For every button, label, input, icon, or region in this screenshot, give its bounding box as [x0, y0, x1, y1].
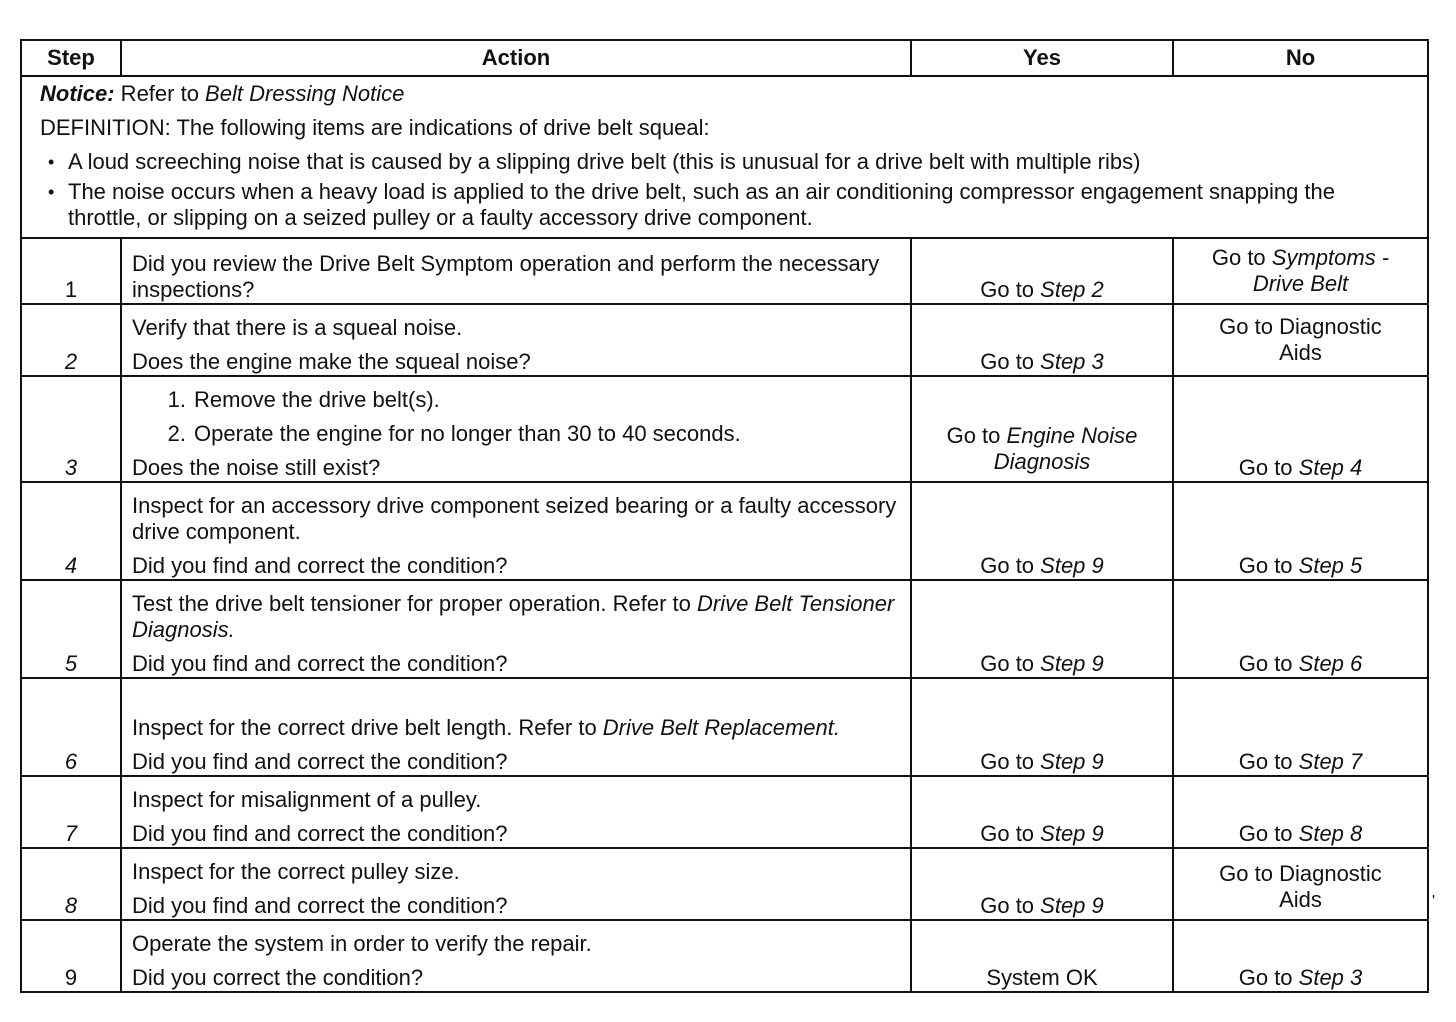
list-item: 1. Remove the drive belt(s). — [167, 387, 440, 412]
action-cell: 1. Remove the drive belt(s). 2. Operate the engine for no longer than 30 to 40 seconds. Does the noise still exist? — [121, 376, 911, 482]
notice-cell — [21, 76, 1428, 238]
notice-row — [21, 76, 1428, 238]
table-row — [21, 238, 1428, 304]
action-cell: Inspect for misalignment of a pulley. Did you find and correct the condition? — [121, 776, 911, 848]
substeps-list — [132, 387, 900, 447]
yes-cell: Go to Step 9 — [911, 580, 1173, 678]
yes-cell: Go to Engine Noise Diagnosis — [911, 376, 1173, 482]
table-row — [21, 304, 1428, 376]
action-cell: Operate the system in order to verify the repair. Did you correct the condition? — [121, 920, 911, 992]
notice-refer: Refer to — [114, 81, 206, 106]
no-cell: Go to Diagnostic Aids — [1173, 304, 1428, 376]
yes-cell: Go to Step 2 — [911, 238, 1173, 304]
diagnostic-table — [20, 39, 1429, 993]
action-cell: Inspect for the correct pulley size. Did you find and correct the condition? — [121, 848, 911, 920]
list-item: • The noise occurs when a heavy load is applied to the drive belt, such as an air conditioning compressor engagement snapping the throttle, or slipping on a seized pulley or a faulty accessory drive component. — [68, 179, 1413, 231]
no-cell: Go to Step 3 — [1173, 920, 1428, 992]
table-row — [21, 920, 1428, 992]
no-cell: Go to Step 8 — [1173, 776, 1428, 848]
step-number: 5 — [21, 580, 121, 678]
notice-reference: Belt Dressing Notice — [205, 81, 405, 106]
table-row — [21, 678, 1428, 776]
notice-label: Notice: — [40, 81, 115, 106]
yes-cell: Go to Step 9 — [911, 482, 1173, 580]
header-action: Action — [121, 40, 911, 76]
list-item: • A loud screeching noise that is caused by a slipping drive belt (this is unusual for a drive belt with multiple ribs) — [68, 149, 1413, 175]
header-row — [21, 40, 1428, 76]
header-no: No — [1173, 40, 1428, 76]
action-cell: Inspect for the correct drive belt length. Refer to Drive Belt Replacement. Did you find and correct the condition? — [121, 678, 911, 776]
no-cell: Go to Step 5 — [1173, 482, 1428, 580]
table-row — [21, 776, 1428, 848]
step-number: 3 — [21, 376, 121, 482]
table-row — [21, 376, 1428, 482]
table-row — [21, 482, 1428, 580]
step-number: 8 — [21, 848, 121, 920]
action-cell: Did you review the Drive Belt Symptom operation and perform the necessary inspections? — [121, 238, 911, 304]
notice-line — [40, 81, 1413, 107]
yes-cell: Go to Step 9 — [911, 678, 1173, 776]
yes-cell: Go to Step 9 — [911, 848, 1173, 920]
no-cell: Go to Symptoms - Drive Belt — [1173, 238, 1428, 304]
no-cell: Go to Diagnostic Aids — [1173, 848, 1428, 920]
list-item: 2. Operate the engine for no longer than 30 to 40 seconds. — [167, 421, 741, 446]
yes-cell: System OK — [911, 920, 1173, 992]
action-cell: Verify that there is a squeal noise. Does the engine make the squeal noise? — [121, 304, 911, 376]
definition-bullets — [40, 149, 1413, 231]
no-cell: Go to Step 6 — [1173, 580, 1428, 678]
action-cell: Test the drive belt tensioner for proper operation. Refer to Drive Belt Tensioner Diagnosis. Did you find and correct the condition? — [121, 580, 911, 678]
step-number: 7 — [21, 776, 121, 848]
step-number: 6 — [21, 678, 121, 776]
margin-mark: ' — [1432, 893, 1436, 910]
action-cell: Inspect for an accessory drive component seized bearing or a faulty accessory drive component. Did you find and correct the condition? — [121, 482, 911, 580]
no-cell: Go to Step 4 — [1173, 376, 1428, 482]
yes-cell: Go to Step 9 — [911, 776, 1173, 848]
step-number: 4 — [21, 482, 121, 580]
header-step: Step — [21, 40, 121, 76]
step-number: 9 — [21, 920, 121, 992]
header-yes: Yes — [911, 40, 1173, 76]
yes-cell: Go to Step 3 — [911, 304, 1173, 376]
step-number: 2 — [21, 304, 121, 376]
table-row — [21, 580, 1428, 678]
definition-text: DEFINITION: The following items are indications of drive belt squeal: — [40, 115, 710, 140]
table-row — [21, 848, 1428, 920]
no-cell: Go to Step 7 — [1173, 678, 1428, 776]
step-number: 1 — [21, 238, 121, 304]
